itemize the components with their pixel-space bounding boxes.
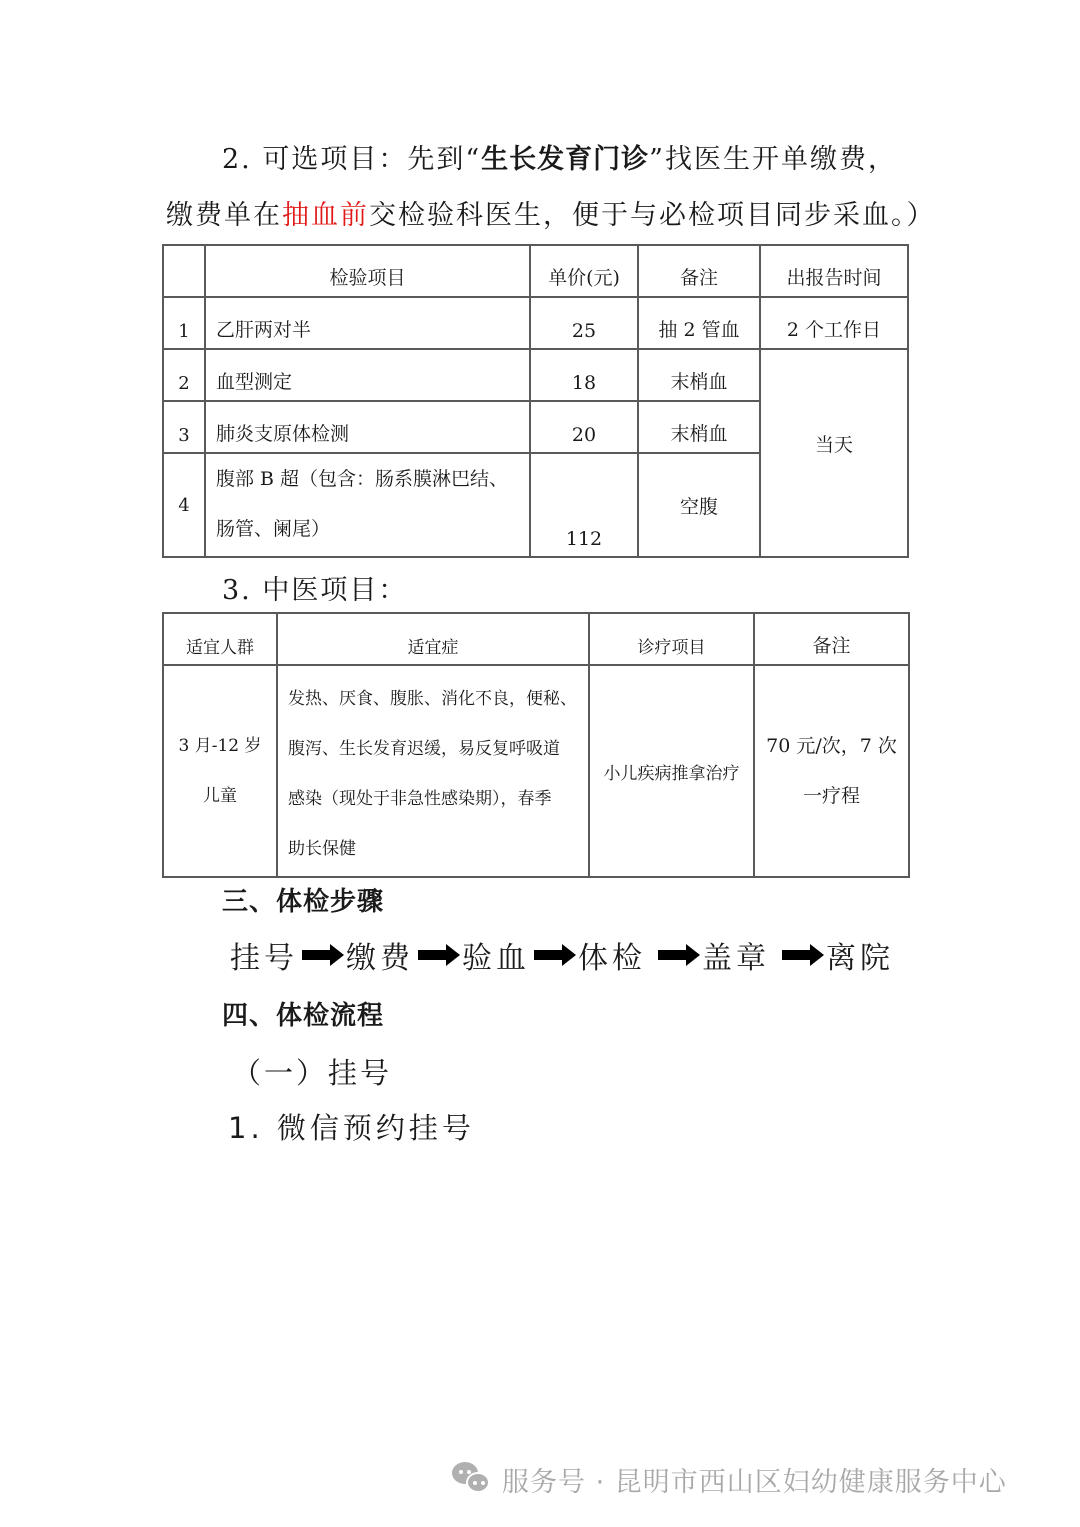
- row-price: 112: [530, 453, 638, 557]
- row-item-line2: 肠管、阑尾）: [216, 518, 331, 540]
- intro-line-1: [222, 146, 897, 173]
- quote-close: ”: [649, 144, 665, 175]
- header-cell-no: [163, 245, 205, 297]
- header-cell-price: 单价(元): [530, 245, 638, 297]
- step-stamp: 盖章: [702, 941, 770, 976]
- row-treatment: 小儿疾病推拿治疗: [589, 665, 754, 877]
- arrow-right-icon: [658, 944, 700, 966]
- intro-line2-suffix: 交检验科医生，便于与必检项目同步采血。）: [369, 200, 936, 231]
- arrow-right-icon: [302, 944, 344, 966]
- arrow-right-icon: [418, 944, 460, 966]
- wechat-registration-item: 1. 微信预约挂号: [228, 1111, 475, 1145]
- row-item: 乙肝两对半: [205, 297, 530, 349]
- row-note: 空腹: [638, 453, 760, 557]
- symptom-line: 发热、厌食、腹胀、消化不良，便秘、: [288, 689, 577, 709]
- optional-tests-table: [162, 244, 909, 558]
- registration-subheading: （一）挂号: [232, 1056, 393, 1090]
- crowd-line1: 3 月-12 岁: [178, 736, 262, 756]
- clinic-name: 生长发育门诊: [481, 144, 650, 175]
- row-no: 4: [163, 453, 205, 557]
- row-no: 1: [163, 297, 205, 349]
- table-row: [163, 665, 909, 877]
- intro-line2-prefix: 缴费单在: [166, 200, 282, 231]
- note-line2: 一疗程: [802, 785, 860, 807]
- table-header-row: [163, 613, 909, 665]
- header-cell-report-time: 出报告时间: [760, 245, 908, 297]
- row-note: 末梢血: [638, 349, 760, 401]
- symptom-line: 感染（现处于非急性感染期），春季: [288, 789, 552, 809]
- step-register: 挂号: [230, 941, 298, 976]
- intro-line1-prefix: 2. 可选项目：先到: [222, 144, 466, 175]
- symptom-line: 腹泻、生长发育迟缓，易反复呼吸道: [288, 739, 560, 759]
- before-blood-draw-highlight: 抽血前: [282, 200, 369, 231]
- header-cell-item: 检验项目: [205, 245, 530, 297]
- tcm-title: 3. 中医项目：: [222, 575, 408, 606]
- row-price: 20: [530, 401, 638, 453]
- arrow-right-icon: [782, 944, 824, 966]
- header-cell-symptoms: 适宜症: [277, 613, 589, 665]
- arrow-right-icon: [534, 944, 576, 966]
- header-cell-crowd: 适宜人群: [163, 613, 277, 665]
- header-cell-note: 备注: [638, 245, 760, 297]
- table-row: [163, 349, 908, 401]
- step-physical-exam: 体检: [578, 941, 646, 976]
- header-cell-treatment: 诊疗项目: [589, 613, 754, 665]
- intro-line-2: [166, 202, 936, 229]
- table-row: [163, 297, 908, 349]
- row-symptoms: [277, 665, 589, 877]
- row-no: 2: [163, 349, 205, 401]
- row-item: 肺炎支原体检测: [205, 401, 530, 453]
- row-report-time: 2 个工作日: [760, 297, 908, 349]
- crowd-line2: 儿童: [203, 786, 237, 806]
- tcm-table: [162, 612, 910, 878]
- section3-heading: 三、体检步骤: [222, 887, 385, 917]
- row-note: 末梢血: [638, 401, 760, 453]
- exam-steps: [230, 933, 894, 977]
- header-cell-note: 备注: [754, 613, 909, 665]
- row-item: [205, 453, 530, 557]
- merged-report-time: 当天: [760, 349, 908, 557]
- step-pay: 缴费: [346, 941, 414, 976]
- intro-line1-suffix: 找医生开单缴费，: [664, 144, 897, 175]
- symptom-line: 助长保健: [288, 839, 356, 859]
- wechat-icon: [452, 1462, 492, 1498]
- row-note: [754, 665, 909, 877]
- row-item: 血型测定: [205, 349, 530, 401]
- step-blood-test: 验血: [462, 941, 530, 976]
- step-leave: 离院: [826, 941, 894, 976]
- quote-open: “: [465, 144, 482, 175]
- row-note: 抽 2 管血: [638, 297, 760, 349]
- row-crowd: [163, 665, 277, 877]
- row-item-line1: 腹部 B 超（包含：肠系膜淋巴结、: [216, 468, 509, 490]
- row-no: 3: [163, 401, 205, 453]
- footer-text: 服务号 · 昆明市西山区妇幼健康服务中心: [502, 1467, 1007, 1498]
- row-price: 25: [530, 297, 638, 349]
- table-header-row: [163, 245, 908, 297]
- row-price: 18: [530, 349, 638, 401]
- footer-watermark: [452, 1460, 1007, 1499]
- section4-heading: 四、体检流程: [222, 1001, 385, 1031]
- note-line1: 70 元/次，7 次: [766, 735, 897, 757]
